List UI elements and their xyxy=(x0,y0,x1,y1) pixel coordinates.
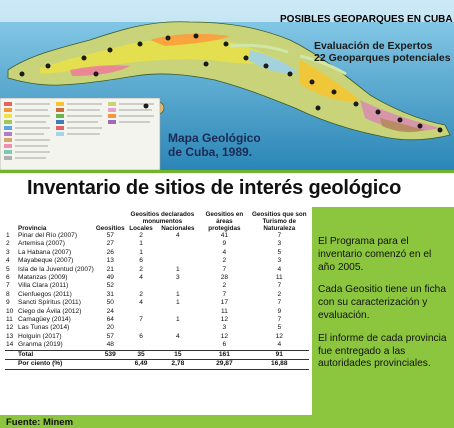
row-nacionales: 3 xyxy=(176,274,180,282)
row-locales xyxy=(126,341,157,350)
row-nacionales: 1 xyxy=(176,299,180,307)
row-areas: 4 xyxy=(222,248,227,256)
percent-row-nacionales: 2,78 xyxy=(156,360,199,369)
row-provincia: Granma (2019) xyxy=(18,341,63,349)
row-areas: 6 xyxy=(222,341,227,349)
row-locales: 7 xyxy=(139,316,143,324)
side-notes xyxy=(318,236,450,381)
row-geositios: 50 xyxy=(106,299,114,307)
row-areas: 7 xyxy=(222,290,227,298)
table-row xyxy=(5,274,309,282)
map-evaluation xyxy=(314,40,454,64)
row-turismo: 3 xyxy=(277,240,282,248)
row-turismo: 2 xyxy=(277,290,282,298)
row-nacionales xyxy=(156,324,199,332)
note-program: El Programa para el inventario comenzó en el año 2005. xyxy=(318,236,432,273)
title-banner xyxy=(0,170,454,207)
source-note: Fuente: Minem xyxy=(6,417,74,428)
row-index: 11 xyxy=(6,316,13,324)
row-turismo: 7 xyxy=(277,282,282,290)
row-nacionales: 1 xyxy=(176,316,180,324)
row-index: 4 xyxy=(6,257,10,265)
row-index: 3 xyxy=(6,248,10,256)
header-index xyxy=(5,211,17,232)
row-provincia: Matanzas (2009) xyxy=(18,274,68,282)
table-row xyxy=(5,308,309,316)
row-locales: 6 xyxy=(139,332,143,340)
map-caption xyxy=(168,131,261,159)
percent-row-geositios xyxy=(95,360,126,369)
note-informe: El informe de cada provincia fue entregado a las autoridades provinciales. xyxy=(318,332,447,370)
table-row xyxy=(5,291,309,299)
row-index: 7 xyxy=(6,282,10,290)
total-row-geositios: 539 xyxy=(95,350,126,359)
row-turismo: 7 xyxy=(277,299,282,307)
row-provincia: Artemisa (2007) xyxy=(18,240,65,248)
row-geositios: 13 xyxy=(106,257,114,265)
percent-row xyxy=(5,360,309,369)
row-nacionales xyxy=(156,282,199,290)
inventory-table xyxy=(5,211,309,370)
row-turismo: 12 xyxy=(275,332,283,340)
row-locales: 2 xyxy=(139,232,143,239)
row-turismo: 5 xyxy=(277,248,282,256)
row-turismo: 4 xyxy=(277,265,282,273)
row-geositios: 49 xyxy=(106,274,114,282)
row-geositios: 31 xyxy=(106,290,114,298)
row-turismo: 3 xyxy=(277,257,282,265)
header-provincia: Provincia xyxy=(18,225,47,232)
percent-row-label: Por ciento (%) xyxy=(17,360,95,369)
total-row-nacionales: 15 xyxy=(156,350,199,359)
row-index: 6 xyxy=(6,274,10,282)
row-provincia: Las Tunas (2014) xyxy=(18,324,70,332)
table-row xyxy=(5,282,309,290)
total-row-areas: 161 xyxy=(199,350,249,359)
row-locales xyxy=(126,308,157,316)
row-geositios: 57 xyxy=(106,232,114,239)
table-row xyxy=(5,249,309,257)
row-areas: 11 xyxy=(220,307,228,315)
header-turismo: Geositios que son Turismo de Naturaleza xyxy=(251,211,307,232)
table-row xyxy=(5,240,309,248)
table-row xyxy=(5,299,309,307)
row-turismo: 11 xyxy=(275,274,283,282)
header-locales: Locales xyxy=(129,225,153,232)
row-nacionales: 1 xyxy=(176,265,180,273)
evaluation-line-1: Evaluación de Expertos xyxy=(314,40,433,52)
row-locales: 4 xyxy=(139,299,143,307)
row-geositios: 26 xyxy=(106,248,114,256)
row-turismo: 7 xyxy=(277,232,282,239)
header-declarados: Geositios declarados monumentos xyxy=(130,211,195,225)
note-ficha: Cada Geositio tiene un ficha con su caracterización y evaluación. xyxy=(318,284,446,321)
row-areas: 12 xyxy=(220,316,229,324)
total-row-index xyxy=(5,350,17,359)
table-row xyxy=(5,341,309,350)
row-areas: 3 xyxy=(222,324,227,332)
row-locales: 6 xyxy=(139,257,143,265)
row-nacionales xyxy=(156,257,199,265)
table-row xyxy=(5,232,309,240)
row-nacionales xyxy=(156,249,199,257)
row-locales: 2 xyxy=(139,290,143,298)
row-areas: 2 xyxy=(222,282,227,290)
row-geositios: 20 xyxy=(106,324,114,332)
table-row xyxy=(5,257,309,265)
row-turismo: 4 xyxy=(277,341,282,349)
row-areas: 7 xyxy=(222,265,227,273)
percent-row-locales: 6,49 xyxy=(126,360,157,369)
row-locales: 1 xyxy=(139,248,143,256)
row-areas: 28 xyxy=(220,274,229,282)
row-geositios: 24 xyxy=(106,307,114,315)
header-areas: Geositios en áreas protegidas xyxy=(205,211,244,232)
table-row xyxy=(5,266,309,274)
row-provincia: Pinar del Río (2007) xyxy=(18,232,78,239)
map-title: POSIBLES GEOPARQUES EN CUBA xyxy=(280,14,453,25)
row-index: 2 xyxy=(6,240,10,248)
row-geositios: 57 xyxy=(106,332,114,340)
row-turismo: 9 xyxy=(277,307,282,315)
inventory-table-panel xyxy=(0,207,312,415)
row-nacionales xyxy=(156,308,199,316)
row-provincia: Cienfuegos (2011) xyxy=(18,290,72,298)
row-locales xyxy=(126,324,157,332)
row-locales: 4 xyxy=(139,274,143,282)
header-nacionales: Nacionales xyxy=(161,225,195,232)
row-provincia: Ciego de Ávila (2012) xyxy=(18,307,82,315)
total-row-locales: 35 xyxy=(126,350,157,359)
evaluation-line-2: 22 Geoparques potenciales xyxy=(314,52,451,64)
row-geositios: 52 xyxy=(106,282,114,290)
total-row-turismo: 91 xyxy=(250,350,309,359)
caption-line-1: Mapa Geológico xyxy=(168,131,261,145)
row-nacionales: 4 xyxy=(176,232,180,239)
page-title: Inventario de sitios de interés geológico xyxy=(27,177,402,199)
header-geositios: Geositios xyxy=(95,225,125,232)
row-provincia: Mayabeque (2007) xyxy=(18,257,74,265)
percent-row-areas: 29,87 xyxy=(199,360,249,369)
row-locales xyxy=(126,282,157,290)
row-areas: 12 xyxy=(220,332,229,340)
row-index: 12 xyxy=(6,324,14,332)
row-index: 5 xyxy=(6,265,10,273)
row-provincia: Isla de la Juventud (2007) xyxy=(18,265,94,273)
row-index: 9 xyxy=(6,299,10,307)
geological-map xyxy=(0,0,454,170)
table-row xyxy=(5,324,309,332)
row-index: 8 xyxy=(6,290,10,298)
total-row xyxy=(5,350,309,359)
row-areas: 17 xyxy=(220,299,229,307)
row-index: 13 xyxy=(6,332,14,340)
row-turismo: 5 xyxy=(277,324,282,332)
percent-row-turismo: 16,88 xyxy=(250,360,309,369)
row-index: 10 xyxy=(6,307,14,315)
row-index: 14 xyxy=(6,341,14,349)
row-provincia: Camagüey (2014) xyxy=(18,316,71,324)
percent-row-index xyxy=(5,360,17,369)
row-provincia: La Habana (2007) xyxy=(18,248,72,256)
row-geositios: 21 xyxy=(106,265,114,273)
row-nacionales xyxy=(156,240,199,248)
row-locales: 1 xyxy=(139,240,143,248)
table-row xyxy=(5,333,309,341)
table-row xyxy=(5,316,309,324)
row-areas: 9 xyxy=(222,240,227,248)
row-geositios: 27 xyxy=(106,240,114,248)
table-body xyxy=(5,232,309,369)
row-index: 1 xyxy=(6,232,10,239)
row-nacionales: 4 xyxy=(176,332,180,340)
row-provincia: Villa Clara (2011) xyxy=(18,282,69,290)
row-provincia: Holguín (2017) xyxy=(18,332,62,340)
row-geositios: 64 xyxy=(106,316,114,324)
row-provincia: Sancti Spíritus (2011) xyxy=(18,299,81,307)
caption-line-2: de Cuba, 1989. xyxy=(168,145,253,159)
row-geositios: 48 xyxy=(106,341,114,349)
total-row-label: Total xyxy=(17,350,95,359)
row-areas: 2 xyxy=(222,257,227,265)
row-nacionales: 1 xyxy=(176,290,180,298)
row-locales: 2 xyxy=(139,265,143,273)
row-turismo: 7 xyxy=(277,316,282,324)
row-nacionales xyxy=(156,341,199,350)
row-areas: 41 xyxy=(220,232,229,239)
